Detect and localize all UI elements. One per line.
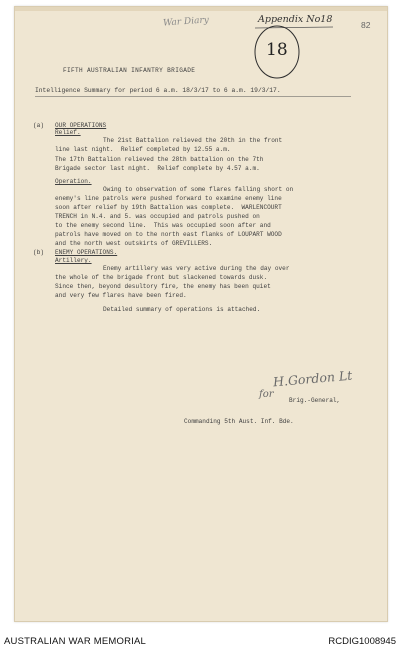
relief-line: line last night. Relief completed by 12.55 a.m. <box>55 146 231 153</box>
relief-line: Brigade sector last night. Relief complete by 4.57 a.m. <box>55 165 260 172</box>
relief-line: The 17th Battalion relieved the 28th battalion on the 7th <box>55 156 264 163</box>
operation-heading: Operation. <box>55 178 92 185</box>
relief-line: The 21st Battalion relieved the 20th in the front <box>103 137 283 144</box>
summary-title: Intelligence Summary for period 6 a.m. 18/3/17 to 6 a.m. 19/3/17. <box>35 87 281 94</box>
operation-line: to the enemy second line. This was occupied soon after and <box>55 222 271 229</box>
artillery-line: the whole of the brigade front but slackened towards dusk. <box>55 274 268 281</box>
document-sheet <box>14 6 388 622</box>
closing-line: Detailed summary of operations is attached. <box>103 306 261 313</box>
section-b-marker: (b) <box>33 249 44 256</box>
footer-record-id: RCDIG1008945 <box>328 636 396 647</box>
section-a-subheading: Relief. <box>55 129 81 136</box>
signature: H.Gordon Lt <box>272 367 353 390</box>
artillery-line: and very few flares have been fired. <box>55 292 187 299</box>
section-b-subheading: Artillery. <box>55 257 92 264</box>
brigade-title: FIFTH AUSTRALIAN INFANTRY BRIGADE <box>63 67 196 74</box>
operation-line: soon after relief by 19th Battalion was complete. WARLENCOURT <box>55 204 282 211</box>
summary-title-underline <box>35 95 355 98</box>
artillery-line: Since then, beyond desultory fire, the enemy has been quiet <box>55 283 271 290</box>
operation-line: patrols have moved on to the north east flanks of LOUPART WOOD <box>55 231 282 238</box>
signature-rank: Brig.-General, <box>289 397 341 404</box>
operation-line: Owing to observation of some flares falling short on <box>103 186 294 193</box>
circled-number: 18 <box>266 40 288 60</box>
section-a-heading: OUR OPERATIONS <box>55 122 107 129</box>
artillery-line: Enemy artillery was very active during the day over <box>103 265 290 272</box>
operation-line: and the north west outskirts of GREVILLERS. <box>55 240 213 247</box>
operation-line: enemy's line patrols were pushed forward to examine enemy line <box>55 195 282 202</box>
marginal-note: War Diary <box>162 15 210 29</box>
section-a-marker: (a) <box>33 122 44 129</box>
operation-line: TRENCH in N.4. and 5. was occupied and patrols pushed on <box>55 213 260 220</box>
section-b-heading: ENEMY OPERATIONS. <box>55 249 118 256</box>
signature-for: for <box>259 389 274 400</box>
appendix-label: Appendix No18 <box>258 14 333 25</box>
page-number: 82 <box>361 20 371 30</box>
footer-institution: AUSTRALIAN WAR MEMORIAL <box>4 636 147 647</box>
signature-command: Commanding 5th Aust. Inf. Bde. <box>184 418 294 425</box>
